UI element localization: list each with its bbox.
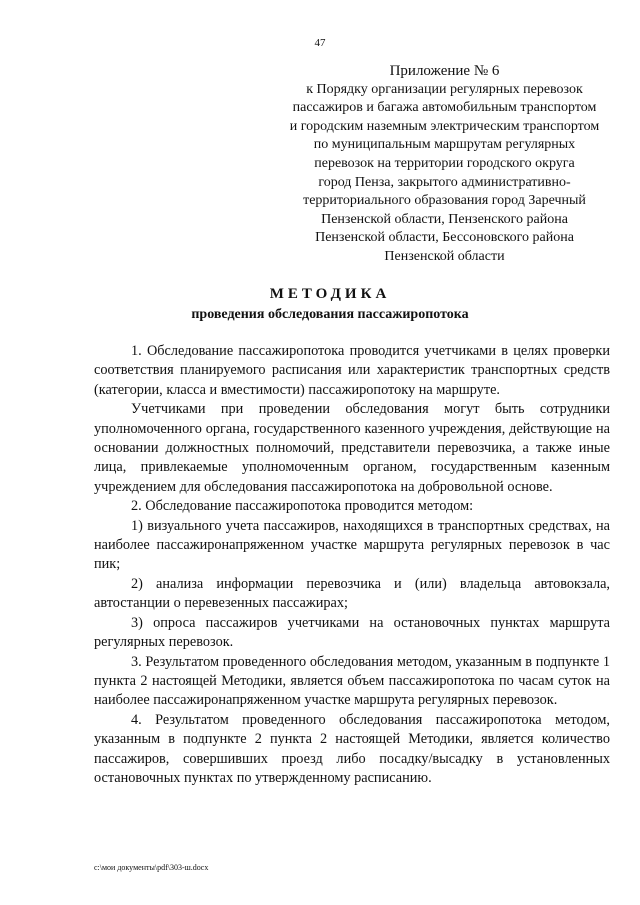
document-subtitle: проведения обследования пассажиропотока bbox=[191, 307, 469, 322]
appendix-header bbox=[262, 62, 627, 267]
appendix-title: Приложение № 6 bbox=[389, 63, 500, 79]
appendix-line: пассажиров и багажа автомобильным транспортом bbox=[292, 100, 597, 116]
page-number: 47 bbox=[314, 37, 326, 49]
appendix-line: территориального образования город Заречный bbox=[303, 193, 586, 209]
appendix-line: перевозок на территории городского округа bbox=[314, 155, 575, 171]
appendix-line: Пензенской области, Пензенского района bbox=[321, 211, 568, 227]
appendix-line: по муниципальным маршрутам регулярных bbox=[313, 137, 576, 153]
paragraph: 2) анализа информации перевозчика и (или) владельца автовокзала, автостанции о перевезенных пассажирах; bbox=[94, 575, 610, 612]
paragraph: 4. Результатом проведенного обследования пассажиропотока методом, указанным в подпункте 2 пункта 2 настоящей Методики, является количество пассажиров, совершивших проезд либо посадку/высадку в установленных остановочных пунктах по утвержденному расписанию. bbox=[94, 711, 610, 786]
appendix-line: к Порядку организации регулярных перевозок bbox=[306, 81, 583, 97]
appendix-line: Пензенской области, Бессоновского района bbox=[315, 230, 574, 246]
paragraph: 1) визуального учета пассажиров, находящихся в транспортных средствах, на наиболее пассажиронапряженном участке маршрута регулярных перевозок в час пик; bbox=[94, 517, 610, 573]
paragraph: Учетчиками при проведении обследования могут быть сотрудники уполномоченного органа, государственного казенного учреждения, действующие на основании должностных полномочий, представители перевозчика, а также иные лица, привлекаемые уполномоченным органом, государственным казенным учреждением для обследования пассажиропотока на добровольной основе. bbox=[94, 401, 610, 495]
paragraph: 2. Обследование пассажиропотока проводится методом: bbox=[131, 498, 474, 515]
footer-file-path: c:\мои документы\pdf\303-ш.docx bbox=[94, 863, 209, 872]
appendix-line: и городским наземным электрическим транспортом bbox=[289, 118, 600, 134]
appendix-line: город Пенза, закрытого административно- bbox=[318, 174, 571, 190]
appendix-line: Пензенской области bbox=[384, 248, 505, 264]
document-title: МЕТОДИКА bbox=[269, 286, 391, 302]
document-body bbox=[94, 342, 610, 788]
paragraph: 3. Результатом проведенного обследования методом, указанным в подпункте 1 пункта 2 настоящей Методики, является объем пассажиропотока по часам суток на наиболее пассажиронапряженном участке маршрута регулярных перевозок. bbox=[94, 653, 610, 709]
paragraph: 1. Обследование пассажиропотока проводится учетчиками в целях проверки соответствия планируемого расписания или характеристик транспортных средств (категории, класса и вместимости) пассажиропотоку на маршруте. bbox=[94, 343, 610, 398]
paragraph: 3) опроса пассажиров учетчиками на остановочных пунктах маршрута регулярных перевозок. bbox=[94, 614, 610, 651]
